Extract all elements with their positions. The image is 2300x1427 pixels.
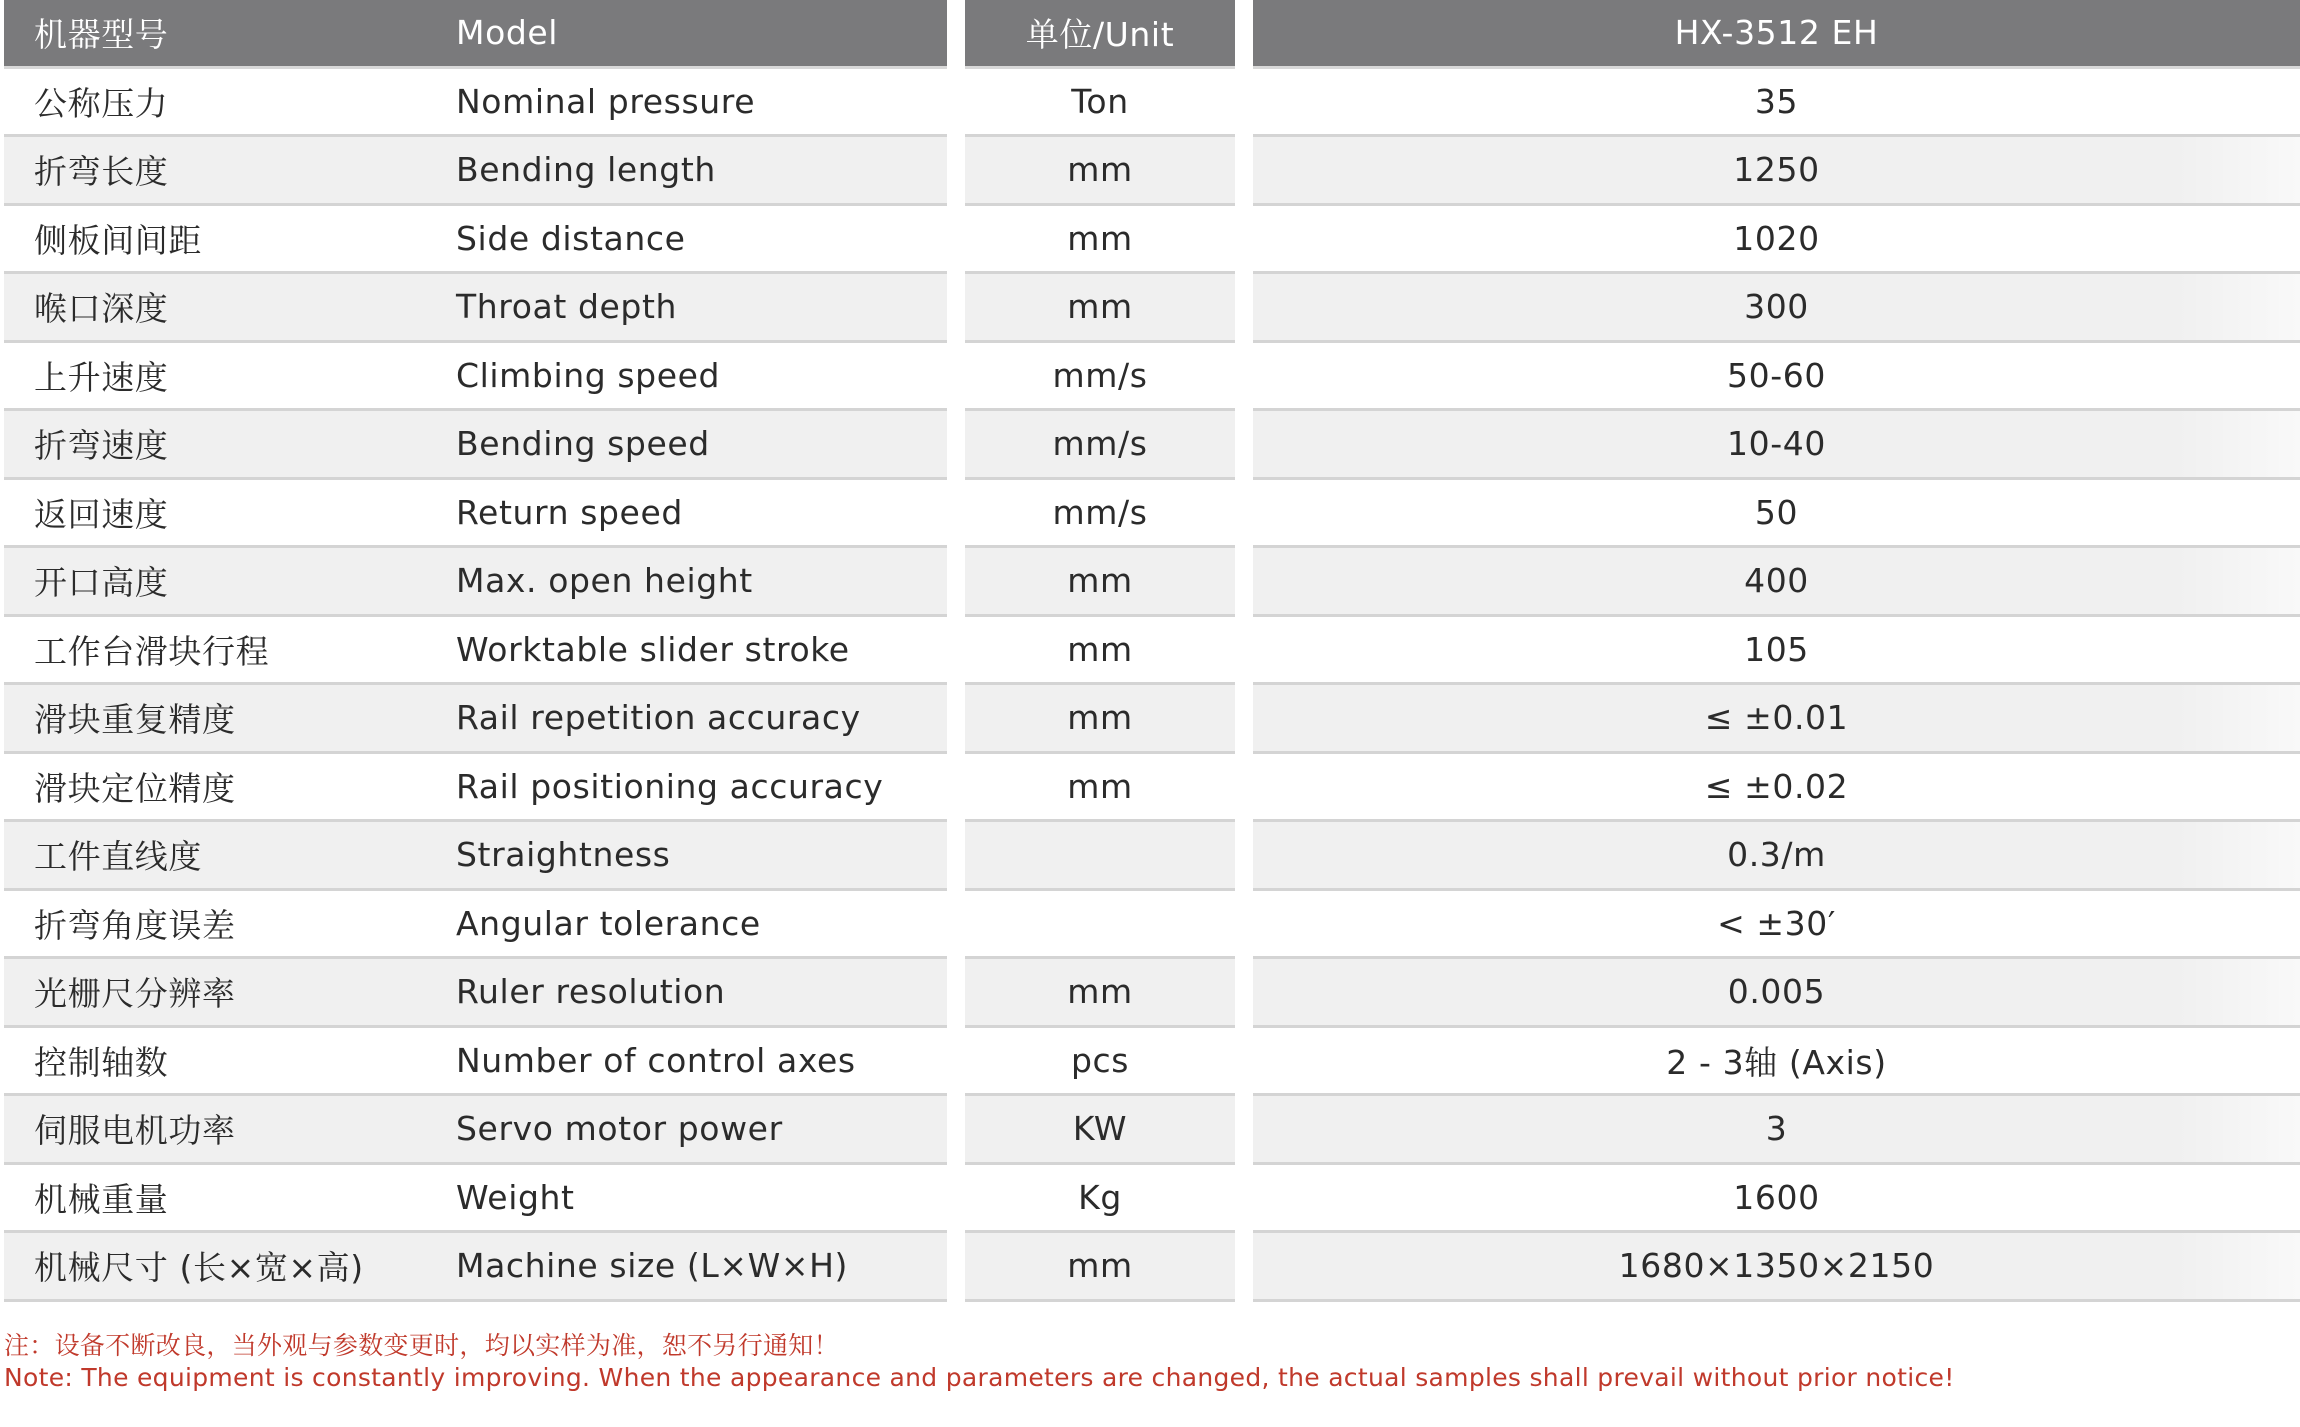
table-row bbox=[4, 69, 2300, 138]
row-name-en: Rail repetition accuracy bbox=[456, 698, 861, 738]
row-name-en: Servo motor power bbox=[456, 1109, 783, 1149]
table-row bbox=[4, 411, 2300, 480]
row-name-cell bbox=[4, 1096, 947, 1165]
row-name-en: Throat depth bbox=[456, 287, 678, 327]
row-name-zh: 公称压力 bbox=[34, 83, 169, 123]
row-name-en: Bending speed bbox=[456, 424, 710, 464]
row-value: 1600 bbox=[1253, 1165, 2300, 1234]
row-name-cell bbox=[4, 1165, 947, 1234]
row-name-cell bbox=[4, 959, 947, 1028]
table-row bbox=[4, 1028, 2300, 1097]
row-value: ≤ ±0.02 bbox=[1253, 754, 2300, 823]
row-name-cell bbox=[4, 685, 947, 754]
row-name-zh: 折弯长度 bbox=[34, 152, 169, 192]
row-name-zh: 喉口深度 bbox=[34, 289, 169, 329]
row-value: 400 bbox=[1253, 548, 2300, 617]
row-name-en: Worktable slider stroke bbox=[456, 629, 850, 669]
row-name-zh: 滑块定位精度 bbox=[34, 768, 236, 808]
row-name-en: Bending length bbox=[456, 150, 716, 190]
row-value: 1020 bbox=[1253, 206, 2300, 275]
table-row bbox=[4, 1096, 2300, 1165]
row-name-zh: 侧板间间距 bbox=[34, 220, 202, 260]
header-name-zh: 机器型号 bbox=[34, 15, 169, 55]
row-name-en: Ruler resolution bbox=[456, 972, 726, 1012]
row-name-zh: 工作台滑块行程 bbox=[34, 631, 270, 671]
row-unit: mm bbox=[965, 754, 1235, 823]
row-name-cell bbox=[4, 754, 947, 823]
table-row bbox=[4, 1233, 2300, 1302]
row-name-zh: 机械尺寸 (长×宽×高) bbox=[34, 1248, 364, 1288]
row-value: 3 bbox=[1253, 1096, 2300, 1165]
row-value: 35 bbox=[1253, 69, 2300, 138]
table-row bbox=[4, 480, 2300, 549]
row-name-cell bbox=[4, 891, 947, 960]
row-name-en: Machine size (L×W×H) bbox=[456, 1246, 848, 1286]
row-value: ≤ ±0.01 bbox=[1253, 685, 2300, 754]
row-unit: pcs bbox=[965, 1028, 1235, 1097]
header-model: HX-3512 EH bbox=[1253, 0, 2300, 69]
row-name-cell bbox=[4, 617, 947, 686]
row-value: 10-40 bbox=[1253, 411, 2300, 480]
header-unit: 单位/Unit bbox=[965, 0, 1235, 69]
row-name-zh: 光栅尺分辨率 bbox=[34, 974, 236, 1014]
row-name-zh: 工件直线度 bbox=[34, 837, 202, 877]
table-row bbox=[4, 1165, 2300, 1234]
table-body bbox=[4, 69, 2300, 1302]
row-name-en: Side distance bbox=[456, 218, 686, 258]
row-name-zh: 伺服电机功率 bbox=[34, 1111, 236, 1151]
row-name-cell bbox=[4, 548, 947, 617]
row-value: 300 bbox=[1253, 274, 2300, 343]
header-name-cell bbox=[4, 0, 947, 69]
row-unit: mm bbox=[965, 548, 1235, 617]
row-unit bbox=[965, 822, 1235, 891]
row-name-en: Max. open height bbox=[456, 561, 753, 601]
table-row bbox=[4, 137, 2300, 206]
row-value: 50 bbox=[1253, 480, 2300, 549]
row-name-en: Return speed bbox=[456, 492, 683, 532]
row-unit: KW bbox=[965, 1096, 1235, 1165]
row-unit: mm bbox=[965, 137, 1235, 206]
spec-table bbox=[4, 0, 2300, 1302]
row-name-en: Angular tolerance bbox=[456, 903, 761, 943]
row-name-en: Number of control axes bbox=[456, 1040, 856, 1080]
row-unit: mm bbox=[965, 959, 1235, 1028]
row-name-cell bbox=[4, 69, 947, 138]
row-name-cell bbox=[4, 137, 947, 206]
row-value: 1680×1350×2150 bbox=[1253, 1233, 2300, 1302]
table-row bbox=[4, 685, 2300, 754]
row-unit: mm/s bbox=[965, 411, 1235, 480]
header-name-en: Model bbox=[456, 13, 559, 53]
row-name-zh: 折弯速度 bbox=[34, 426, 169, 466]
table-row bbox=[4, 822, 2300, 891]
row-unit: mm bbox=[965, 206, 1235, 275]
row-name-zh: 滑块重复精度 bbox=[34, 700, 236, 740]
row-name-zh: 返回速度 bbox=[34, 494, 169, 534]
row-value: 0.005 bbox=[1253, 959, 2300, 1028]
row-name-en: Weight bbox=[456, 1177, 575, 1217]
table-row bbox=[4, 206, 2300, 275]
note-zh: 注：设备不断改良，当外观与参数变更时，均以实样为准，恕不另行通知！ bbox=[4, 1331, 839, 1360]
row-unit: Kg bbox=[965, 1165, 1235, 1234]
row-name-zh: 上升速度 bbox=[34, 357, 169, 397]
note-en: Note: The equipment is constantly improving. When the appearance and parameters are changed, the actual samples shall prevail without prior notice! bbox=[4, 1363, 1955, 1392]
row-name-en: Straightness bbox=[456, 835, 671, 875]
row-unit: mm bbox=[965, 617, 1235, 686]
row-value: 105 bbox=[1253, 617, 2300, 686]
row-name-cell bbox=[4, 274, 947, 343]
row-unit: Ton bbox=[965, 69, 1235, 138]
table-row bbox=[4, 548, 2300, 617]
table-row bbox=[4, 274, 2300, 343]
row-unit: mm/s bbox=[965, 343, 1235, 412]
row-value: 2 - 3轴 (Axis) bbox=[1253, 1028, 2300, 1097]
row-name-cell bbox=[4, 411, 947, 480]
row-name-en: Nominal pressure bbox=[456, 81, 756, 121]
row-name-en: Rail positioning accuracy bbox=[456, 766, 884, 806]
row-name-zh: 开口高度 bbox=[34, 563, 169, 603]
row-value: 50-60 bbox=[1253, 343, 2300, 412]
row-unit: mm bbox=[965, 274, 1235, 343]
row-name-zh: 折弯角度误差 bbox=[34, 905, 236, 945]
row-name-zh: 机械重量 bbox=[34, 1179, 169, 1219]
row-name-en: Climbing speed bbox=[456, 355, 721, 395]
row-unit: mm/s bbox=[965, 480, 1235, 549]
row-unit bbox=[965, 891, 1235, 960]
table-row bbox=[4, 891, 2300, 960]
row-name-cell bbox=[4, 1028, 947, 1097]
row-name-cell bbox=[4, 480, 947, 549]
table-row bbox=[4, 617, 2300, 686]
table-row bbox=[4, 754, 2300, 823]
row-value: 1250 bbox=[1253, 137, 2300, 206]
row-unit: mm bbox=[965, 685, 1235, 754]
row-name-cell bbox=[4, 1233, 947, 1302]
row-name-zh: 控制轴数 bbox=[34, 1042, 169, 1082]
row-value: 0.3/m bbox=[1253, 822, 2300, 891]
row-value: < ±30′ bbox=[1253, 891, 2300, 960]
row-name-cell bbox=[4, 343, 947, 412]
table-row bbox=[4, 959, 2300, 1028]
disclaimer-note bbox=[4, 1330, 1955, 1394]
row-name-cell bbox=[4, 206, 947, 275]
row-name-cell bbox=[4, 822, 947, 891]
row-unit: mm bbox=[965, 1233, 1235, 1302]
table-header-row bbox=[4, 0, 2300, 69]
table-row bbox=[4, 343, 2300, 412]
